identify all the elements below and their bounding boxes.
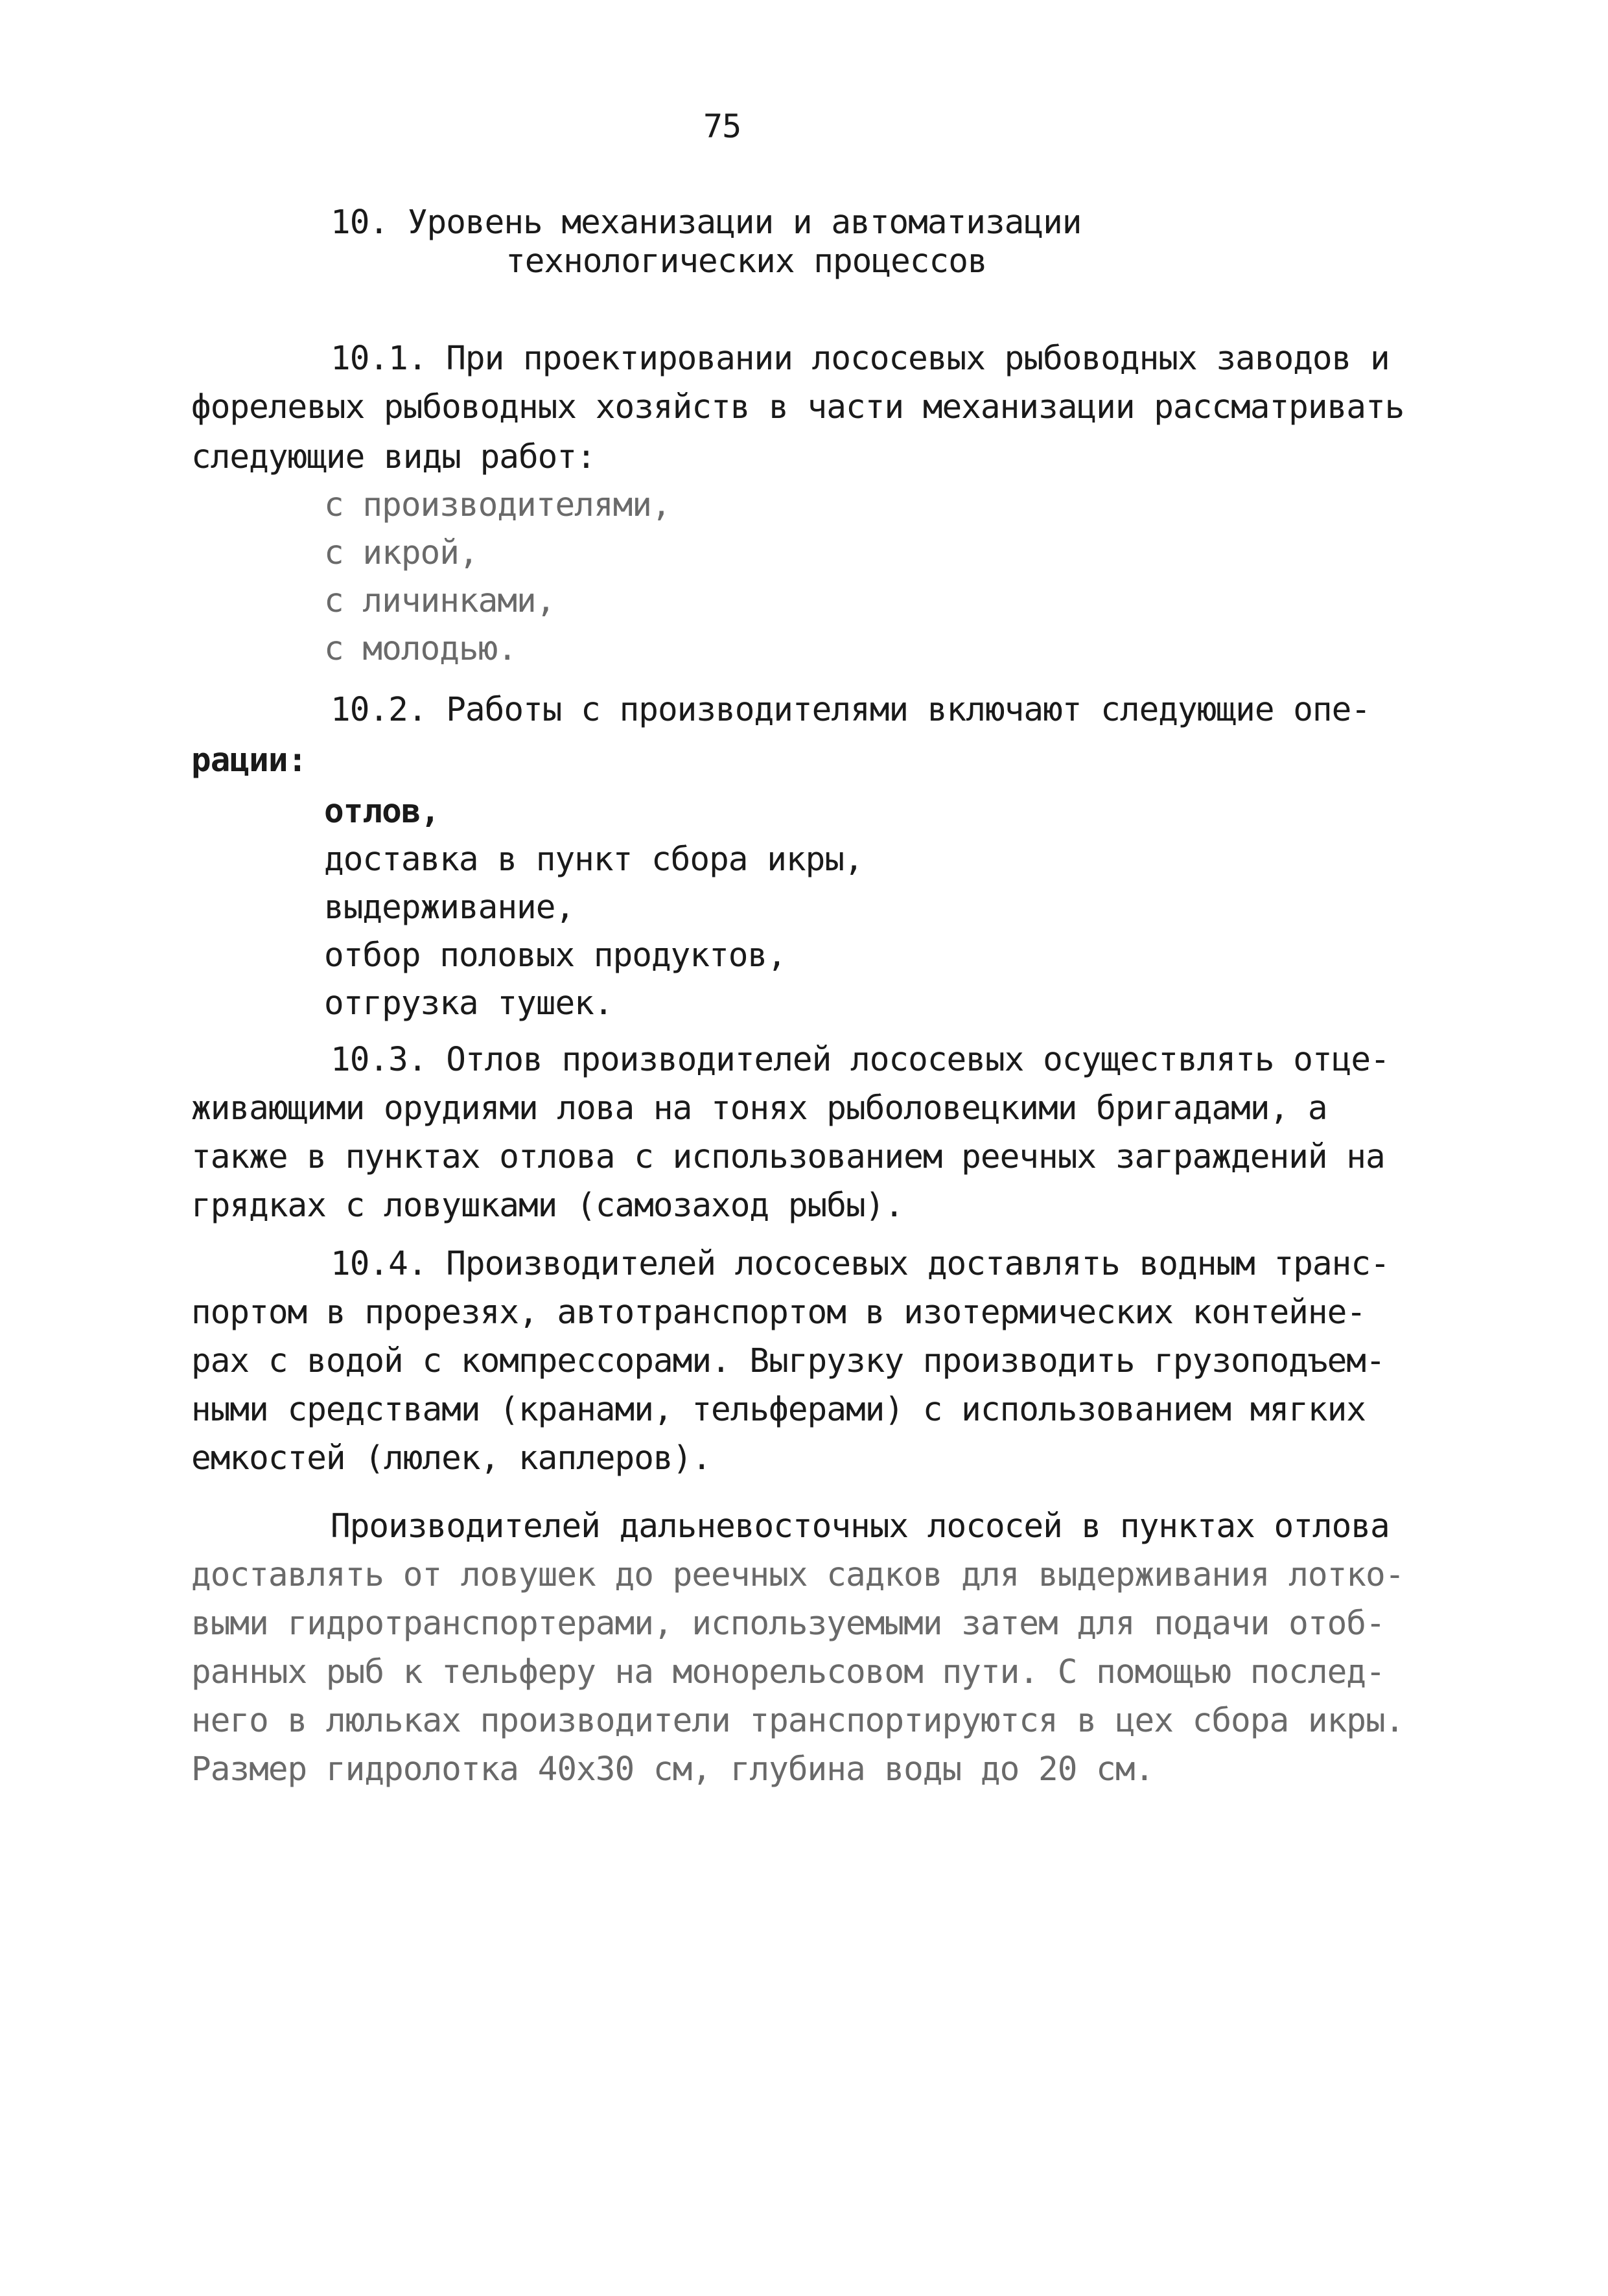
list-item: доставка в пункт сбора икры, [324, 841, 863, 879]
list-item: отгрузка тушек. [324, 984, 613, 1023]
paragraph-line: портом в прорезях, автотранспортом в изотермических контейне- [191, 1293, 1366, 1332]
section-title-line-2: технологических процессов [506, 242, 987, 281]
paragraph-line: ранных рыб к тельферу на монорельсовом пути. С помощью послед- [191, 1653, 1385, 1691]
list-item: с молодью. [324, 630, 517, 668]
paragraph-line: Производителей дальневосточных лососей в пунктах отлова [331, 1507, 1390, 1546]
paragraph-line: также в пунктах отлова с использованием реечных заграждений на [191, 1138, 1385, 1176]
paragraph-line: емкостей (люлек, каплеров). [191, 1439, 712, 1478]
page-number: 75 [703, 108, 741, 145]
list-item: с личинками, [324, 582, 555, 620]
list-item: отлов, [324, 793, 440, 831]
list-item: с производителями, [324, 486, 671, 524]
paragraph-line: форелевых рыбоводных хозяйств в части механизации рассматривать [191, 388, 1404, 426]
paragraph-line: Размер гидролотка 40х30 см, глубина воды до 20 см. [191, 1750, 1154, 1789]
paragraph-line: грядках с ловушками (самозаход рыбы). [191, 1187, 904, 1225]
paragraph-line: него в люльках производители транспортируются в цех сбора икры. [191, 1702, 1404, 1740]
paragraph-line: выми гидротранспортерами, используемыми затем для подачи отоб- [191, 1605, 1385, 1643]
paragraph-line: 10.2. Работы с производителями включают следующие опе- [331, 691, 1371, 729]
paragraph-line: рации: [191, 741, 307, 780]
paragraph-line: живающими орудиями лова на тонях рыболовецкими бригадами, а [191, 1089, 1327, 1128]
list-item: выдерживание, [324, 888, 575, 927]
paragraph-line: ными средствами (кранами, тельферами) с использованием мягких [191, 1391, 1366, 1429]
paragraph-line: 10.4. Производителей лососевых доставлять водным транс- [331, 1245, 1390, 1283]
paragraph-line: доставлять от ловушек до реечных садков для выдерживания лотко- [191, 1556, 1404, 1594]
paragraph-line: 10.1. При проектировании лососевых рыбоводных заводов и [331, 340, 1390, 378]
list-item: с икрой, [324, 534, 478, 572]
paragraph-line: следующие виды работ: [191, 438, 596, 476]
list-item: отбор половых продуктов, [324, 936, 786, 975]
paragraph-line: 10.3. Отлов производителей лососевых осуществлять отце- [331, 1041, 1390, 1079]
section-title-line-1: 10. Уровень механизации и автоматизации [331, 203, 1082, 242]
paragraph-line: рах с водой с компрессорами. Выгрузку производить грузоподъем- [191, 1342, 1385, 1380]
